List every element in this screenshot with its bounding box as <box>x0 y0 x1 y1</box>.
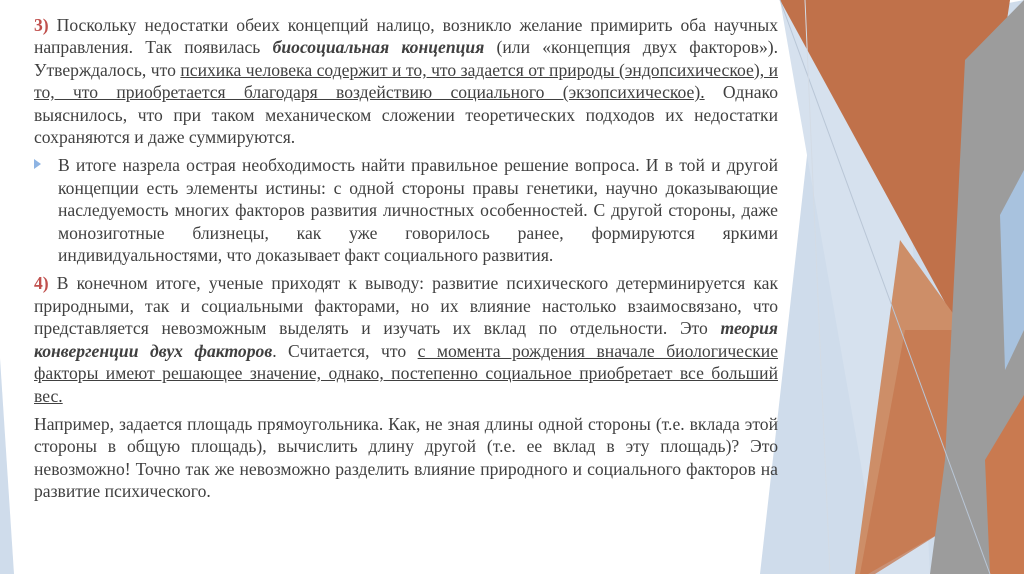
underlined-text: с момента рождения вначале биологические факторы имеют решающее значение, однако, постепенно социальное приобретает все больший вес. <box>34 340 779 406</box>
paragraph-number: 4) <box>34 273 49 294</box>
paragraph-text: В конечном итоге, ученые приходят к выводу: развитие психического детерминируется как природными, так и социальными факторами, но их влияние настолько взаимосвязано, что представляется невозможным выделять и изучать их вклад по отдельности. Это <box>34 273 778 339</box>
underlined-text: психика человека содержит и то, что задается от природы (эндопсихическое), и то, что приобретается благодаря воздействию социального (экзопсихическое). <box>34 59 778 103</box>
paragraph-text: Однако выяснилось, что при таком механическом сложении теоретических подходов их недостатки сохраняются и даже суммируются. <box>34 82 778 148</box>
paragraph-text: . Считается, что <box>272 340 418 361</box>
example-paragraph <box>34 413 778 503</box>
paragraph-text: Поскольку недостатки обеих концепций налицо, возникло желание примирить оба научных направления. Так появилась <box>34 15 778 58</box>
paragraph-text: (или «концепция двух факторов»). Утверждалось, что <box>34 37 778 80</box>
paragraph-4 <box>34 272 778 406</box>
bullet-paragraph <box>34 154 778 266</box>
slide-content <box>34 14 778 503</box>
paragraph-number: 3) <box>34 15 49 35</box>
left-blue-sliver <box>0 358 14 574</box>
bold-term: теория конвергенции двух факторов <box>34 318 778 361</box>
paragraph-text: В итоге назрела острая необходимость найти правильное решение вопроса. И в той и другой концепции есть элементы истины: с одной стороны правы генетики, научно доказывающие наследуемость многих факторов развития личностных особенностей. С другой стороны, даже монозиготные близнецы, как уже говорилось ранее, формируются яркими индивидуальностями, что доказывает факт социального развития. <box>58 155 778 266</box>
bold-term: биосоциальная концепция <box>272 37 485 58</box>
paragraph-text: Например, задается площадь прямоугольника. Как, не зная длины одной стороны (т.е. вклада этой стороны в общую площадь), вычислить длину другой (т.е. ее вклад в эту площадь)? Это невозможно! Точно так же невозможно разделить влияние природного и социального факторов на развитие психического. <box>34 413 778 502</box>
paragraph-3 <box>34 14 778 148</box>
triangle-bullet-icon <box>34 159 41 169</box>
